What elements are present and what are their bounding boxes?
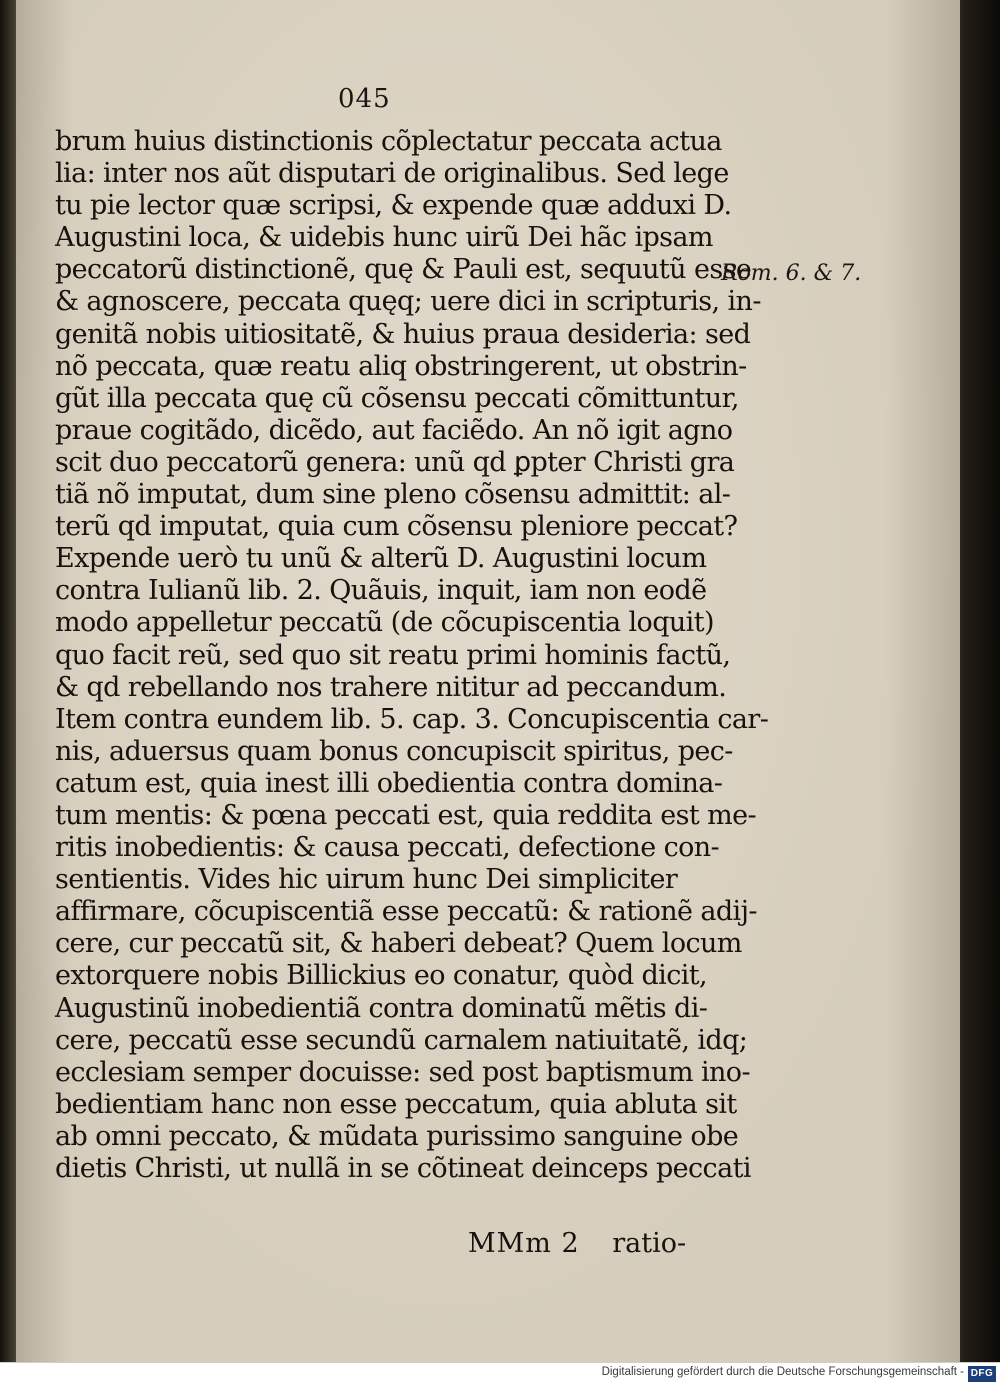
text-line: extorquere nobis Billickius eo conatur, quòd dicit, xyxy=(55,960,707,992)
text-line: brum huius distinctionis cõplectatur peccata actua xyxy=(55,126,722,157)
text-line: genitã nobis uitiositatẽ, & huius praua desideria: sed xyxy=(55,318,751,350)
text-line: bedientiam hanc non esse peccatum, quia abluta sit xyxy=(55,1088,737,1120)
text-line: quo facit reũ, sed quo sit reatu primi hominis factũ, xyxy=(55,639,731,671)
marginal-reference: Rom. 6. & 7. xyxy=(721,261,862,286)
page-number: 045 xyxy=(338,84,391,114)
text-line: ab omni peccato, & mũdata purissimo sanguine obe xyxy=(55,1120,739,1152)
text-line: catum est, quia inest illi obedientia contra domina- xyxy=(55,767,723,799)
text-line: ritis inobedientis: & causa peccati, defectione con- xyxy=(55,832,720,864)
text-line: lia: inter nos aũt disputari de originalibus. Sed lege xyxy=(55,158,729,190)
text-line: dietis Christi, ut nullã in se cõtineat deinceps peccati xyxy=(55,1153,751,1184)
text-line: & qd rebellando nos trahere nititur ad peccandum. xyxy=(55,671,727,703)
signature-mark: MMm 2 xyxy=(468,1228,580,1259)
text-line: cere, cur peccatũ sit, & haberi debeat? Quem locum xyxy=(55,928,742,960)
text-line: nis, aduersus quam bonus concupiscit spiritus, pec- xyxy=(55,735,733,767)
dfg-logo-icon: DFG xyxy=(968,1366,996,1382)
text-line: praue cogitãdo, dicẽdo, aut faciẽdo. An nõ igit agno xyxy=(55,414,733,446)
text-line: gũt illa peccata quę cũ cõsensu peccati cõmittuntur, xyxy=(55,382,739,414)
text-line: & agnoscere, peccata quęq; uere dici in scripturis, in- xyxy=(55,286,761,318)
text-line: terũ qd imputat, quia cum cõsensu pleniore peccat? xyxy=(55,511,738,543)
text-line: sentientis. Vides hic uirum hunc Dei simpliciter xyxy=(55,864,678,896)
text-line: tiã nõ imputat, dum sine pleno cõsensu admittit: al- xyxy=(55,479,731,511)
text-line: nõ peccata, quæ reatu aliq obstringerent, ut obstrin- xyxy=(55,350,747,382)
text-line: Expende uerò tu unũ & alterũ D. Augustini locum xyxy=(55,543,707,575)
text-line: tum mentis: & pœna peccati est, quia reddita est me- xyxy=(55,799,756,831)
text-line: modo appelletur peccatũ (de cõcupiscentia loquit) xyxy=(55,607,714,639)
text-line: Augustini loca, & uidebis hunc uirũ Dei hãc ipsam xyxy=(55,222,713,254)
footer-bar xyxy=(0,1362,1000,1386)
text-line: peccatorũ distinctionẽ, quę & Pauli est, sequutũ esse xyxy=(55,254,752,286)
catchword-line xyxy=(468,1228,686,1259)
text-line: contra Iulianũ lib. 2. Quãuis, inquit, iam non eodẽ xyxy=(55,575,707,607)
text-line: cere, peccatũ esse secundũ carnalem natiuitatẽ, idq; xyxy=(55,1024,748,1056)
text-line: ecclesiam semper docuisse: sed post baptismum ino- xyxy=(55,1056,750,1088)
text-line: scit duo peccatorũ genera: unũ qd ꝑpter Christi gra xyxy=(55,446,735,478)
body-text xyxy=(55,126,769,1185)
funding-credit: Digitalisierung gefördert durch die Deutsche Forschungsgemeinschaft - xyxy=(601,1366,964,1378)
text-line: Item contra eundem lib. 5. cap. 3. Concupiscentia car- xyxy=(55,703,769,735)
text-line: Augustinũ inobedientiã contra dominatũ mẽtis di- xyxy=(55,992,708,1024)
text-line: tu pie lector quæ scripsi, & expende quæ adduxi D. xyxy=(55,190,732,222)
catchword: ratio- xyxy=(612,1228,687,1259)
text-line: affirmare, cõcupiscentiã esse peccatũ: & rationẽ adij- xyxy=(55,896,757,928)
page-edge-shadow xyxy=(962,0,1000,1362)
